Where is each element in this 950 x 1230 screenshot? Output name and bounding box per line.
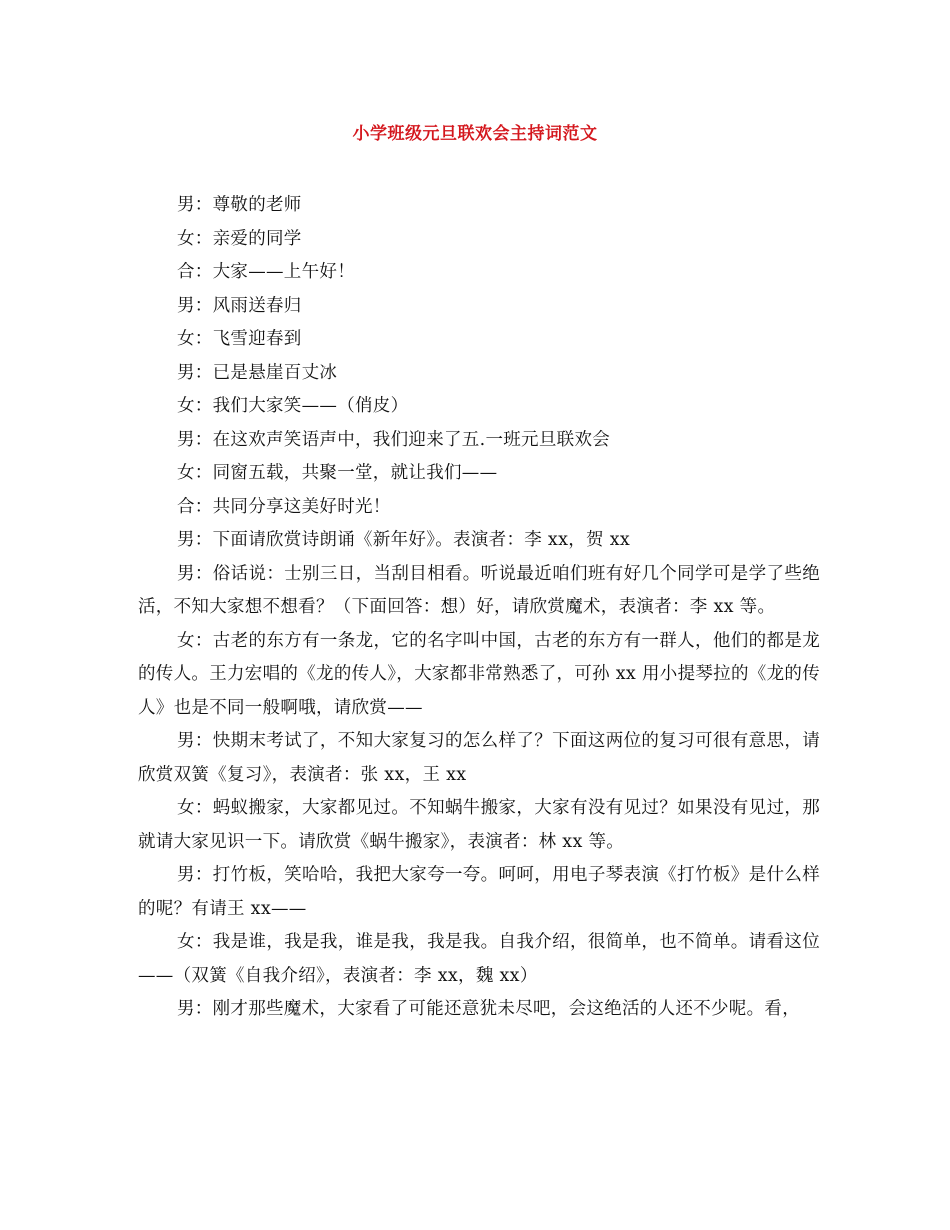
script-line: 女：同窗五载，共聚一堂，就让我们—— — [177, 463, 498, 483]
script-line: 男：风雨送春归 — [177, 295, 302, 316]
script-paragraph: 男：刚才那些魔术，大家看了可能还意犹未尽吧，会这绝活的人还不少呢。看， — [177, 999, 800, 1019]
script-line: 合：共同分享这美好时光！ — [177, 496, 391, 517]
script-line: 女：我们大家笑——（俏皮） — [177, 396, 409, 416]
script-line: 男：已是悬崖百丈冰 — [177, 362, 338, 383]
script-line: 男：下面请欣赏诗朗诵《新年好》。表演者：李 xx，贺 xx — [177, 530, 631, 550]
script-paragraph: 女：古老的东方有一条龙，它的名字叫中国，古老的东方有一群人，他们的都是龙的传人。王力宏唱的《龙的传人》，大家都非常熟悉了，可孙 xx 用小提琴拉的《龙的传人》也是不同一般啊哦，请欣赏—— — [138, 630, 820, 718]
script-line: 男：在这欢声笑语声中，我们迎来了五.一班元旦联欢会 — [177, 429, 611, 450]
document-body — [138, 189, 820, 1027]
script-paragraph: 男：打竹板，笑哈哈，我把大家夸一夸。呵呵，用电子琴表演《打竹板》是什么样的呢？有请王 xx—— — [138, 865, 820, 919]
script-line: 女：亲爱的同学 — [177, 228, 302, 249]
script-line: 合：大家——上午好！ — [177, 262, 355, 282]
script-paragraph: 女：蚂蚁搬家，大家都见过。不知蜗牛搬家，大家有没有见过？如果没有见过，那就请大家见识一下。请欣赏《蜗牛搬家》，表演者：林 xx 等。 — [138, 798, 820, 852]
script-paragraph: 男：俗话说：士别三日，当刮目相看。听说最近咱们班有好几个同学可是学了些绝活，不知大家想不想看？（下面回答：想）好，请欣赏魔术，表演者：李 xx 等。 — [138, 563, 820, 617]
script-line: 女：飞雪迎春到 — [177, 329, 302, 349]
script-paragraph: 女：我是谁，我是我，谁是我，我是我。自我介绍，很简单，也不简单。请看这位——（双簧《自我介绍》，表演者：李 xx，魏 xx） — [138, 932, 820, 986]
script-paragraph: 男：快期末考试了，不知大家复习的怎么样了？下面这两位的复习可很有意思，请欣赏双簧《复习》，表演者：张 xx，王 xx — [138, 731, 820, 785]
script-line: 男：尊敬的老师 — [177, 195, 302, 215]
document-title: 小学班级元旦联欢会主持词范文 — [352, 124, 598, 144]
